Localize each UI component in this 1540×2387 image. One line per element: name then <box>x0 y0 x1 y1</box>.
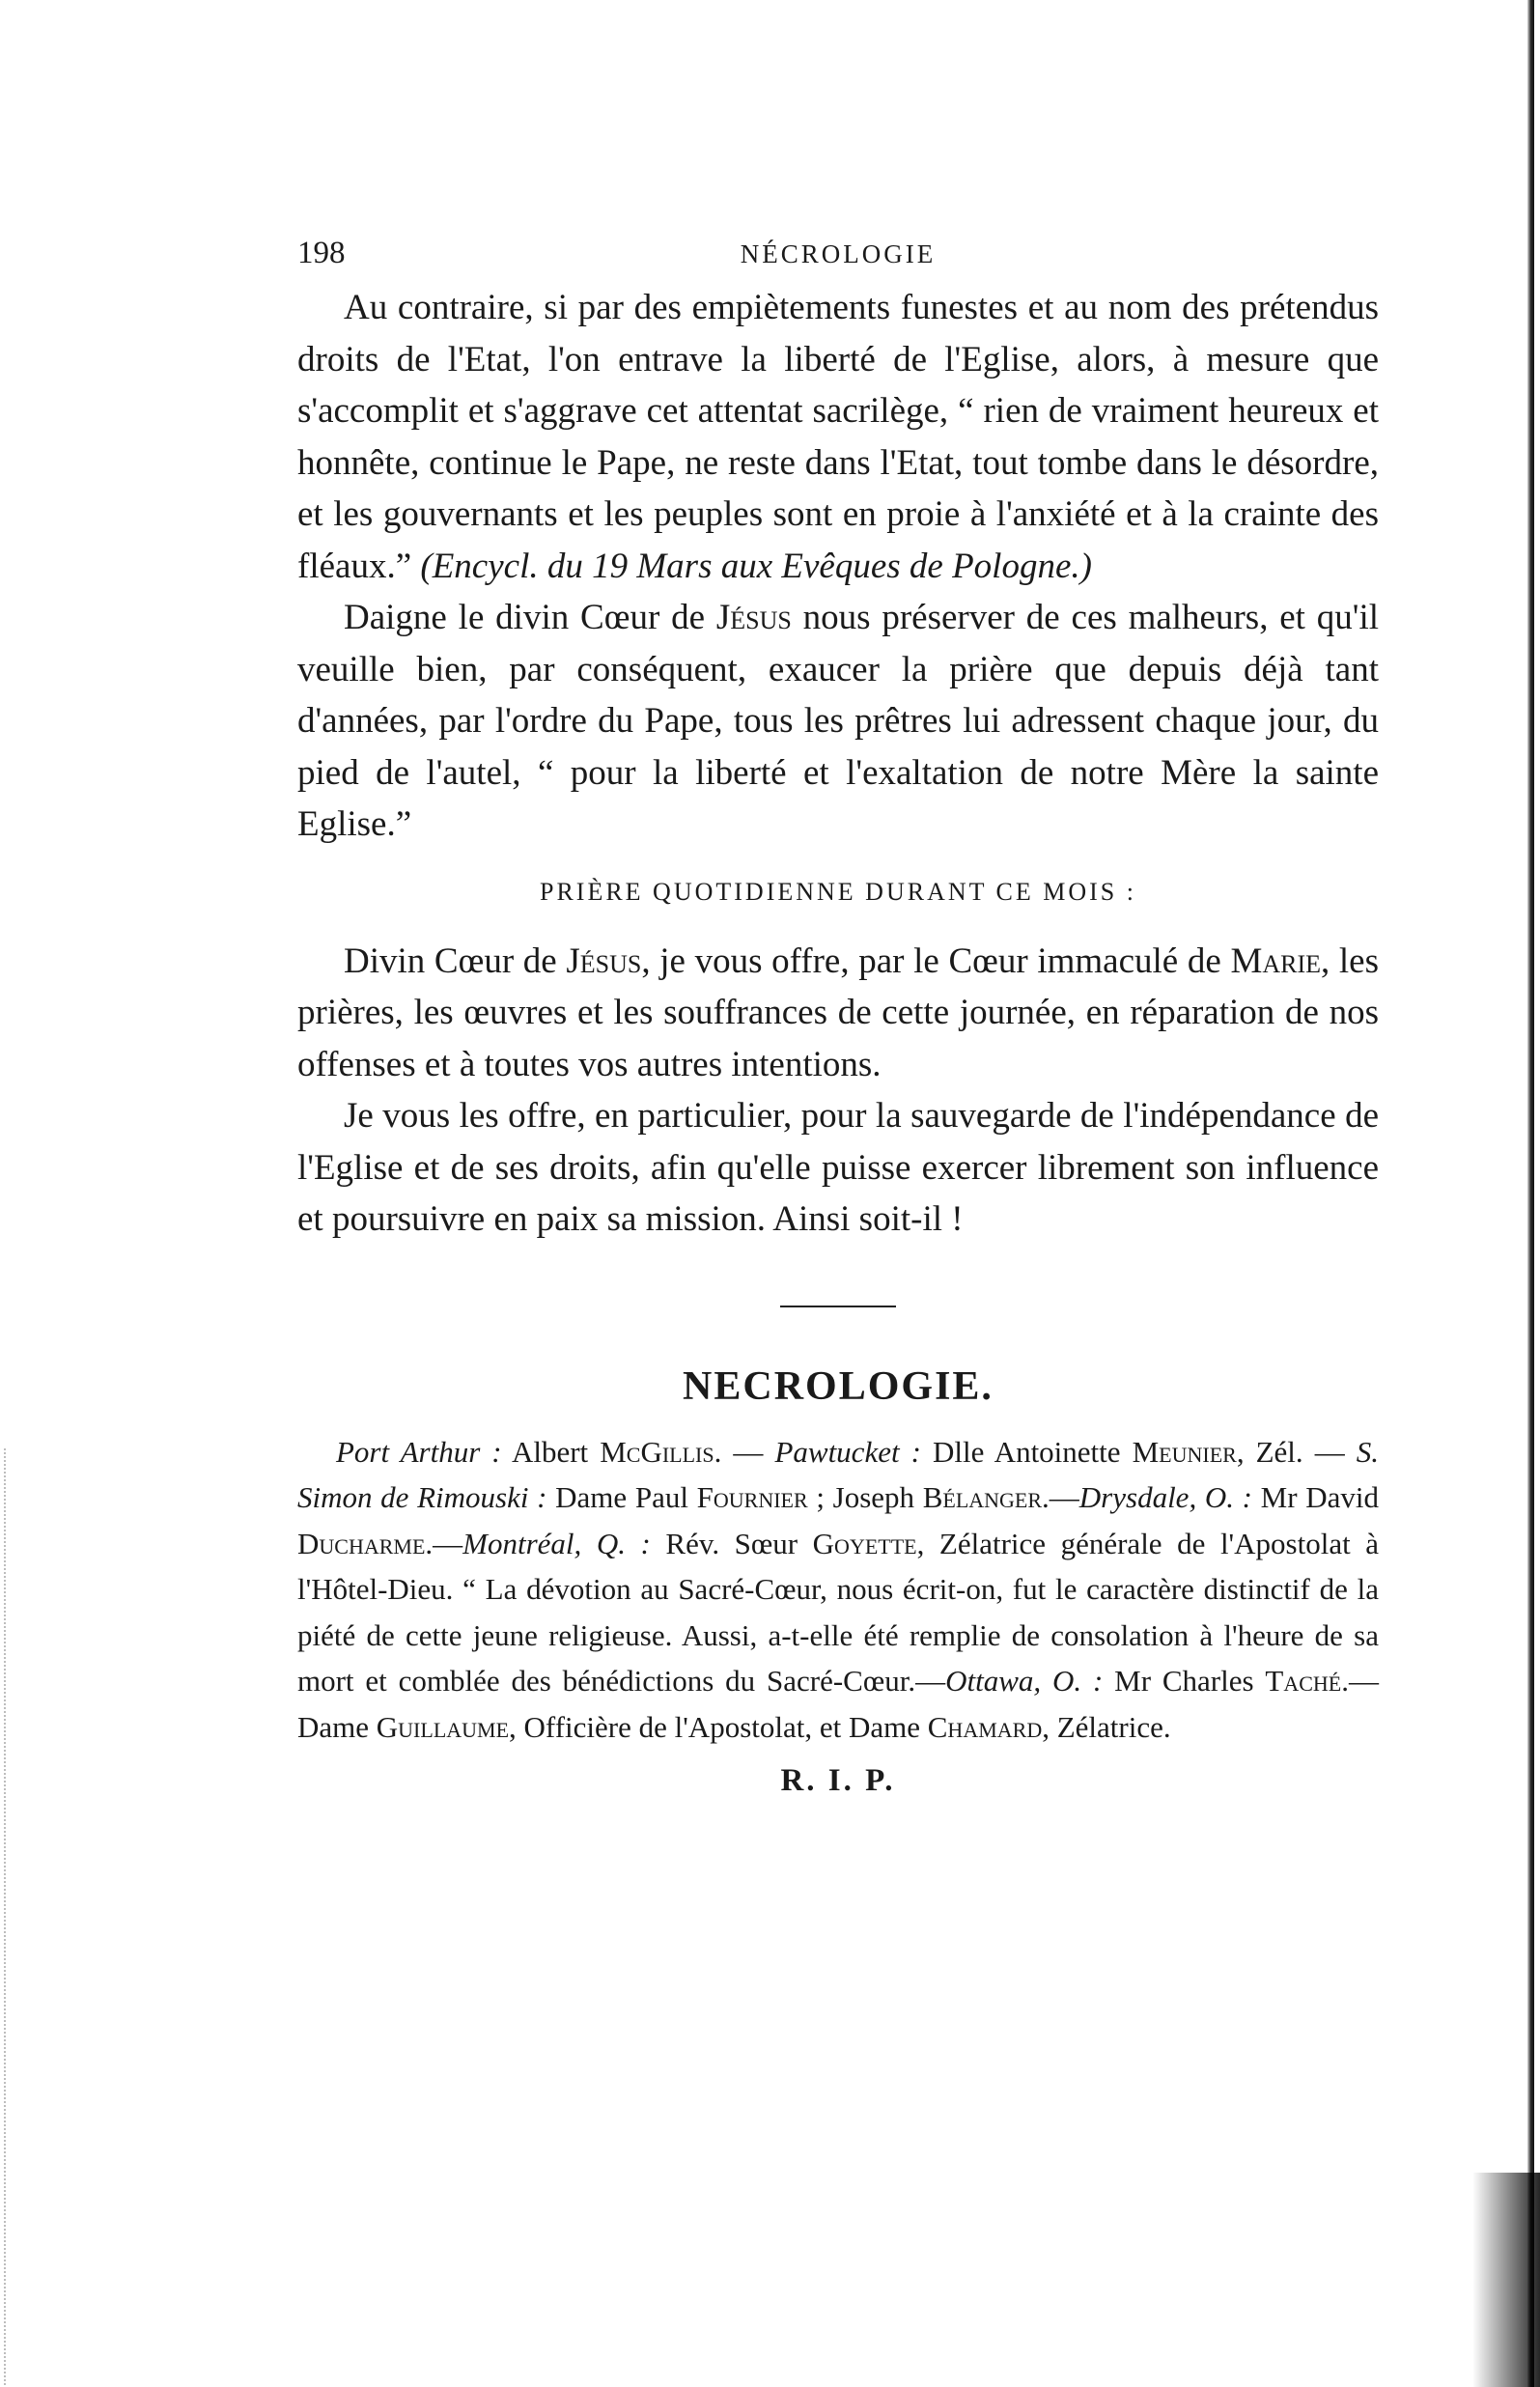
page <box>297 222 1379 1799</box>
page-number: 198 <box>297 236 346 270</box>
prayer-paragraph-2: Je vous les offre, en particulier, pour la sauvegarde de l'indépendance de l'Eglise et de ses droits, afin qu'elle puisse exercer librement son influence et poursuivre en paix sa mission. Ainsi soit-il ! <box>297 1096 1379 1239</box>
prayer-heading: PRIÈRE QUOTIDIENNE DURANT CE MOIS : <box>539 877 1136 906</box>
place-drysdale: Drysdale, O. : <box>1078 1480 1252 1514</box>
para2-after: nous préserver de ces malheurs, et qu'il veuille bien, par conséquent, exaucer la prière que depuis déjà tant d'années, par l'ordre du Pape, tous les prêtres lui adressent chaque jour, du pied de l'autel, “ pour la liberté et l'exaltation de notre Mère la sainte Eglise.” <box>297 598 1380 844</box>
place-ottawa: Ottawa, O. : <box>945 1664 1104 1698</box>
necro-t4: . — <box>714 1434 775 1469</box>
section-divider <box>780 1306 896 1307</box>
place-pawtucket: Pawtucket : <box>774 1434 921 1469</box>
prayer-p1-b: , je vous offre, par le Cœur immaculé de <box>641 941 1231 981</box>
necrology-paragraph <box>297 1429 1379 1751</box>
necro-t10: Dame Paul <box>546 1480 697 1514</box>
necro-t12: ; Joseph <box>807 1480 923 1514</box>
place-s-simon: S. Simon de Rimouski : <box>297 1434 1379 1514</box>
prayer-name-marie: Marie <box>1230 941 1321 981</box>
necro-t2: Albert <box>501 1434 601 1469</box>
surname-meunier: Meunier <box>1132 1434 1237 1469</box>
paragraph-liberty <box>297 282 1379 592</box>
necro-t18: .— <box>425 1526 463 1560</box>
necrology-title: NECROLOGIE. <box>683 1363 994 1409</box>
running-head <box>297 222 1379 282</box>
para2-before: Daigne le divin Cœur de <box>344 598 716 637</box>
surname-ducharme: Ducharme <box>297 1526 426 1560</box>
encyclical-citation: (Encycl. du 19 Mars aux Evêques de Pologne.) <box>420 546 1092 586</box>
paragraph-liberty-text: Au contraire, si par des empiètements funestes et au nom des prétendus droits de l'Etat, l'on entrave la liberté de l'Eglise, alors, à mesure que s'accomplit et s'aggrave cet attentat sacrilège, “ rien de vraiment heureux et honnête, continue le Pape, ne reste dans l'Etat, tout tombe dans le désordre, et les gouvernants et les peuples sont en proie à l'anxiété et à la crainte des fléaux.” <box>297 288 1379 586</box>
necro-t8: , Zél. — <box>1236 1434 1357 1469</box>
surname-mcgillis: McGillis <box>600 1434 714 1469</box>
necro-t28: , Officière de l'Apostolat, et Dame <box>509 1709 928 1744</box>
necro-t14: .— <box>1042 1480 1079 1514</box>
page-corner-shadow <box>1472 2173 1540 2387</box>
prayer-p1-c: , les prières, les œuvres et les souffrances de cette journée, en réparation de nos offenses et à toutes vos autres intentions. <box>297 941 1379 1084</box>
name-jesus: Jésus <box>715 598 792 637</box>
surname-fournier: Fournier <box>696 1480 808 1514</box>
binding-edge <box>4 1448 9 2385</box>
prayer-p1-a: Divin Cœur de <box>344 941 567 981</box>
necro-t24: Mr Charles <box>1103 1664 1266 1698</box>
necro-t22: , Zélatrice générale de l'Apostolat à l'Hôtel-Dieu. “ La dévotion au Sacré-Cœur, nous écrit-on, fut le caractère distinctif de la piété de cette jeune religieuse. Aussi, a-t-elle été remplie de consolation à l'heure de sa mort et comblée des bénédictions du Sacré-Cœur.— <box>297 1526 1380 1698</box>
necro-t6: Dlle Antoinette <box>920 1434 1133 1469</box>
necro-t16: Mr David <box>1252 1480 1379 1514</box>
surname-goyette: Goyette <box>812 1526 917 1560</box>
surname-tache: Taché <box>1265 1664 1342 1698</box>
prayer-paragraph-1 <box>297 936 1379 1091</box>
necro-t26: .—Dame <box>297 1664 1379 1744</box>
surname-guillaume: Guillaume <box>376 1709 510 1744</box>
surname-chamard: Chamard <box>927 1709 1043 1744</box>
page-edge-shadow <box>1527 0 1534 2387</box>
necro-t20: Rév. Sœur <box>650 1526 813 1560</box>
paragraph-prayer-intention <box>297 592 1379 851</box>
necro-t30: , Zélatrice. <box>1042 1709 1171 1744</box>
prayer-name-jesus: Jésus <box>566 941 642 981</box>
place-port-arthur: Port Arthur : <box>336 1434 502 1469</box>
surname-belanger: Bélanger <box>922 1480 1043 1514</box>
rip: R. I. P. <box>780 1763 896 1798</box>
running-title: NÉCROLOGIE <box>740 239 937 268</box>
place-montreal: Montréal, Q. : <box>462 1526 651 1560</box>
